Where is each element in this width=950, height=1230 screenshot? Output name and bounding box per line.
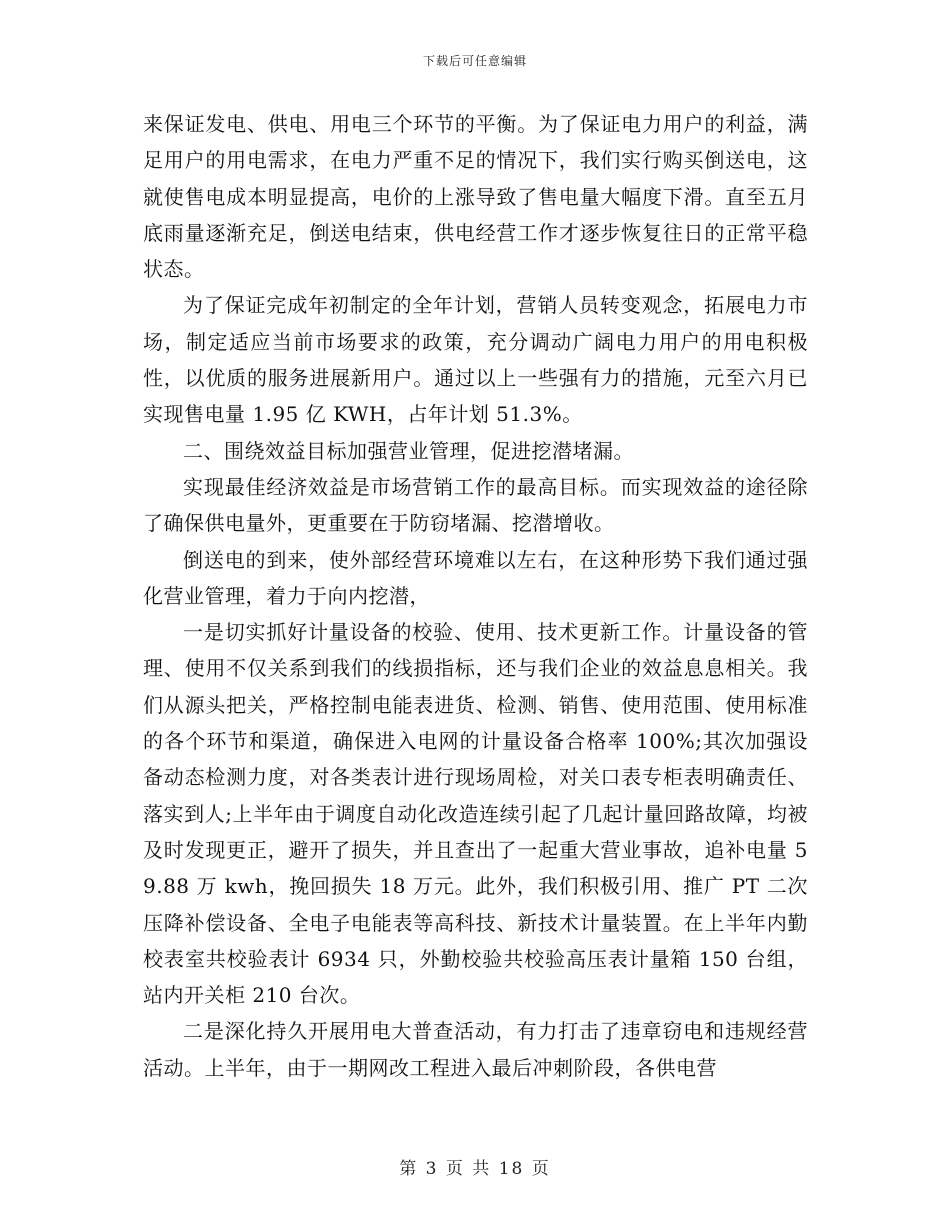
paragraph-2: 为了保证完成年初制定的全年计划，营销人员转变观念，拓展电力市场，制定适应当前市场要求的政策，充分调动广阔电力用户的用电积极性，以优质的服务进展新用户。通过以上一些强有力的措施，元至六月已实现售电量 1.95 亿 KWH，占年计划 51.3%。 (143, 293, 808, 427)
paragraph-4: 倒送电的到来，使外部经营环境难以左右，在这种形势下我们通过强化营业管理，着力于向内挖潜， (143, 547, 808, 608)
document-body (143, 106, 808, 1086)
section-heading: 二、围绕效益目标加强营业管理，促进挖潜堵漏。 (183, 438, 634, 463)
paragraph-6: 二是深化持久开展用电大普查活动，有力打击了违章窃电和违规经营活动。上半年，由于一期网改工程进入最后冲刺阶段，各供电营 (143, 1019, 808, 1080)
page-header: 下载后可任意编辑 (422, 54, 527, 68)
paragraph-1: 来保证发电、供电、用电三个环节的平衡。为了保证电力用户的利益，满足用户的用电需求，在电力严重不足的情况下，我们实行购买倒送电，这就使售电成本明显提高，电价的上涨导致了售电量大幅度下滑。直至五月底雨量逐渐充足，倒送电结束，供电经营工作才逐步恢复往日的正常平稳状态。 (143, 112, 808, 282)
paragraph-5: 一是切实抓好计量设备的校验、使用、技术更新工作。计量设备的管理、使用不仅关系到我们的线损指标，还与我们企业的效益息息相关。我们从源头把关，严格控制电能表进货、检测、销售、使用范围、使用标准的各个环节和渠道，确保进入电网的计量设备合格率 100%;其次加强设备动态检测力度，对各类表计进行现场周检，对关口表专柜表明确责任、落实到人;上半年由于调度自动化改造连续引起了几起计量回路故障，均被及时发现更正，避开了损失，并且查出了一起重大营业事故，追补电量 59.88 万 kwh，挽回损失 18 万元。此外，我们积极引用、推广 PT 二次压降补偿设备、全电子电能表等高科技、新技术计量装置。在上半年内勤校表室共校验表计 6934 只，外勤校验共校验高压表计量箱 150 台组，站内开关柜 210 台次。 (143, 620, 808, 1008)
paragraph-3: 实现最佳经济效益是市场营销工作的最高目标。而实现效益的途径除了确保供电量外，更重要在于防窃堵漏、挖潜增收。 (143, 474, 808, 536)
page-number: 第 3 页 共 18 页 (399, 1159, 551, 1179)
